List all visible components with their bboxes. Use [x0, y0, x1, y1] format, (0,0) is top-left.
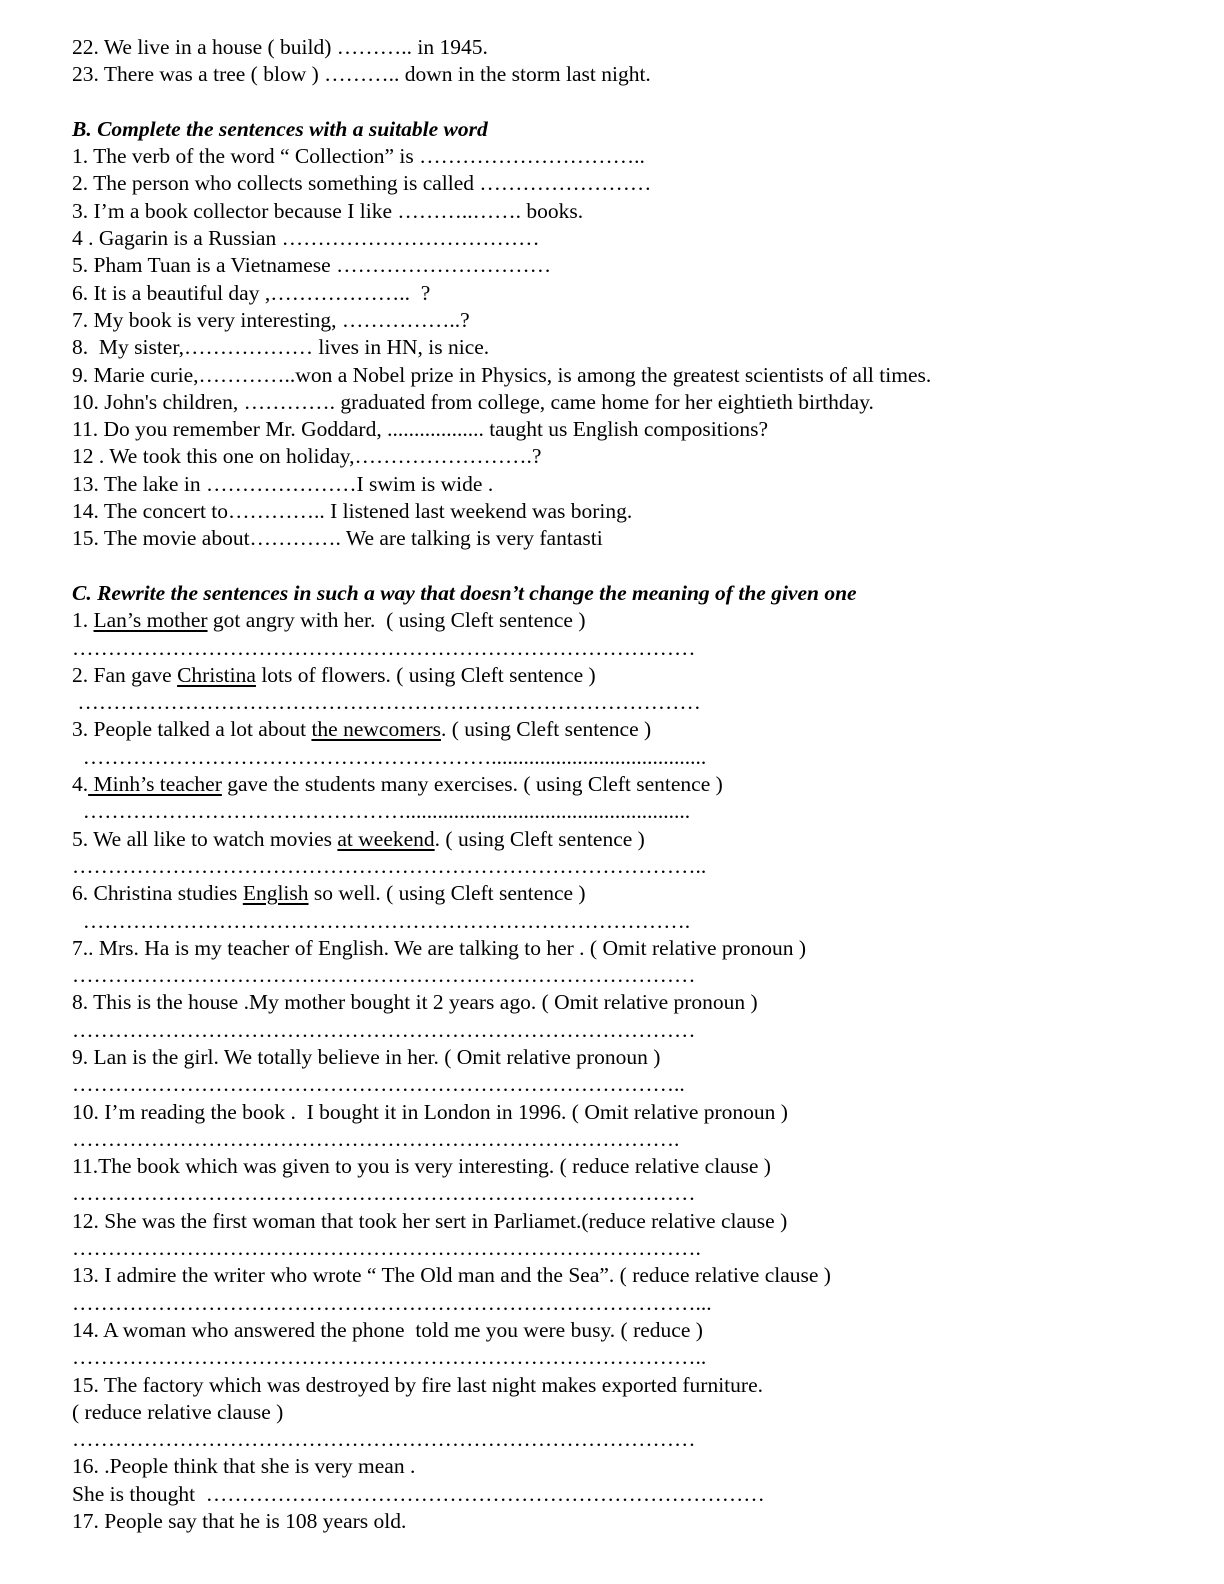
question-c9: 9. Lan is the girl. We totally believe in her. ( Omit relative pronoun ) [72, 1044, 661, 1069]
exercise-line-b13: 13. The lake in …………………I swim is wide . [72, 471, 494, 496]
question-c6: 6. Christina studies English so well. ( using Cleft sentence ) [72, 881, 586, 906]
answer-line-c6[interactable]: …………………………………………………………………………. [72, 908, 691, 933]
answer-line-c2[interactable]: …………………………………………………………………………… [72, 690, 701, 715]
underlined-phrase: the newcomers [311, 717, 441, 742]
answer-line-c9[interactable]: ………………………………………………………………………….. [72, 1072, 685, 1097]
underlined-phrase: English [242, 881, 309, 906]
question-c7: 7.. Mrs. Ha is my teacher of English. We are talking to her . ( Omit relative pronoun ) [72, 935, 807, 960]
answer-line-c3[interactable]: …………………………………………………........................................ [72, 744, 707, 769]
section-spacer [72, 89, 1172, 116]
exercise-line-b3: 3. I’m a book collector because I like ………..……. books. [72, 198, 584, 223]
exercise-line-b15: 15. The movie about…………. We are talking is very fantasti [72, 526, 603, 551]
question-c15: 15. The factory which was destroyed by fire last night makes exported furniture. [72, 1372, 763, 1397]
answer-line-c14[interactable]: …………………………………………………………………………….. [72, 1345, 707, 1370]
section-b-heading [72, 116, 1172, 143]
question-c10: 10. I’m reading the book . I bought it in London in 1996. ( Omit relative pronoun ) [72, 1099, 788, 1124]
question-c3: 3. People talked a lot about the newcomers. ( using Cleft sentence ) [72, 717, 652, 742]
exercise-line-b10: 10. John's children, …………. graduated from college, came home for her eightieth birthday. [72, 389, 874, 414]
exercise-line-a23: 23. There was a tree ( blow ) ……….. down in the storm last night. [72, 62, 651, 87]
answer-line-c4[interactable]: ………………………………………..................................................... [72, 799, 691, 824]
worksheet-page [72, 34, 1172, 1535]
underlined-phrase: at weekend [337, 826, 435, 851]
answer-line-c11[interactable]: …………………………………………………………………………… [72, 1181, 696, 1206]
exercise-line-b2: 2. The person who collects something is called …………………… [72, 171, 652, 196]
underlined-phrase: Christina [177, 662, 256, 687]
exercise-line-b8: 8. My sister,……………… lives in HN, is nice. [72, 335, 490, 360]
question-c16: 16. .People think that she is very mean . [72, 1454, 416, 1479]
exercise-line-b12: 12 . We took this one on holiday,…………………….? [72, 444, 542, 469]
exercise-line-b7: 7. My book is very interesting, ……………..? [72, 307, 470, 332]
question-c15-instruction: ( reduce relative clause ) [72, 1399, 284, 1424]
question-c13: 13. I admire the writer who wrote “ The Old man and the Sea”. ( reduce relative clause ) [72, 1263, 831, 1288]
section-spacer [72, 553, 1172, 580]
answer-line-c16[interactable]: She is thought …………………………………………………………………… [72, 1481, 765, 1506]
exercise-line-b11: 11. Do you remember Mr. Goddard, .................. taught us English compositions? [72, 417, 769, 442]
exercise-line-b14: 14. The concert to………….. I listened last weekend was boring. [72, 499, 633, 524]
answer-line-c5[interactable]: …………………………………………………………………………….. [72, 853, 707, 878]
question-c14: 14. A woman who answered the phone told me you were busy. ( reduce ) [72, 1317, 703, 1342]
exercise-line-b6: 6. It is a beautiful day ,……………….. ? [72, 280, 431, 305]
exercise-line-b9: 9. Marie curie,…………..won a Nobel prize in Physics, is among the greatest scientists of all times. [72, 362, 932, 387]
question-c11: 11.The book which was given to you is very interesting. ( reduce relative clause ) [72, 1154, 771, 1179]
underlined-phrase: Minh’s teacher [88, 772, 222, 797]
exercise-line-a22: 22. We live in a house ( build) ……….. in 1945. [72, 35, 488, 59]
question-c12: 12. She was the first woman that took her sert in Parliamet.(reduce relative clause ) [72, 1208, 788, 1233]
answer-line-c10[interactable]: …………………………………………………………………………. [72, 1126, 680, 1151]
section-b-letter: B [72, 116, 87, 141]
exercise-line-b5: 5. Pham Tuan is a Vietnamese ………………………… [72, 253, 552, 278]
question-c17: 17. People say that he is 108 years old. [72, 1509, 407, 1534]
section-c-heading: C. Rewrite the sentences in such a way that doesn’t change the meaning of the given one [72, 580, 857, 605]
question-c1: 1. Lan’s mother got angry with her. ( using Cleft sentence ) [72, 608, 586, 633]
answer-line-c13[interactable]: ……………………………………………………………………………... [72, 1290, 712, 1315]
answer-line-c1[interactable]: …………………………………………………………………………… [72, 635, 696, 660]
answer-line-c8[interactable]: …………………………………………………………………………… [72, 1017, 696, 1042]
answer-line-c12[interactable]: ……………………………………………………………………………. [72, 1236, 701, 1261]
exercise-line-b4: 4 . Gagarin is a Russian ……………………………… [72, 226, 540, 251]
section-b-title: . Complete the sentences with a suitable word [86, 116, 488, 141]
question-c5: 5. We all like to watch movies at weekend. ( using Cleft sentence ) [72, 826, 645, 851]
answer-line-c15[interactable]: …………………………………………………………………………… [72, 1427, 696, 1452]
answer-line-c7[interactable]: …………………………………………………………………………… [72, 963, 696, 988]
exercise-line-b1: 1. The verb of the word “ Collection” is ………………………….. [72, 144, 645, 169]
question-c2: 2. Fan gave Christina lots of flowers. ( using Cleft sentence ) [72, 662, 596, 687]
question-c4: 4. Minh’s teacher gave the students many exercises. ( using Cleft sentence ) [72, 772, 723, 797]
underlined-phrase: Lan’s mother [93, 608, 208, 633]
question-c8: 8. This is the house .My mother bought it 2 years ago. ( Omit relative pronoun ) [72, 990, 758, 1015]
